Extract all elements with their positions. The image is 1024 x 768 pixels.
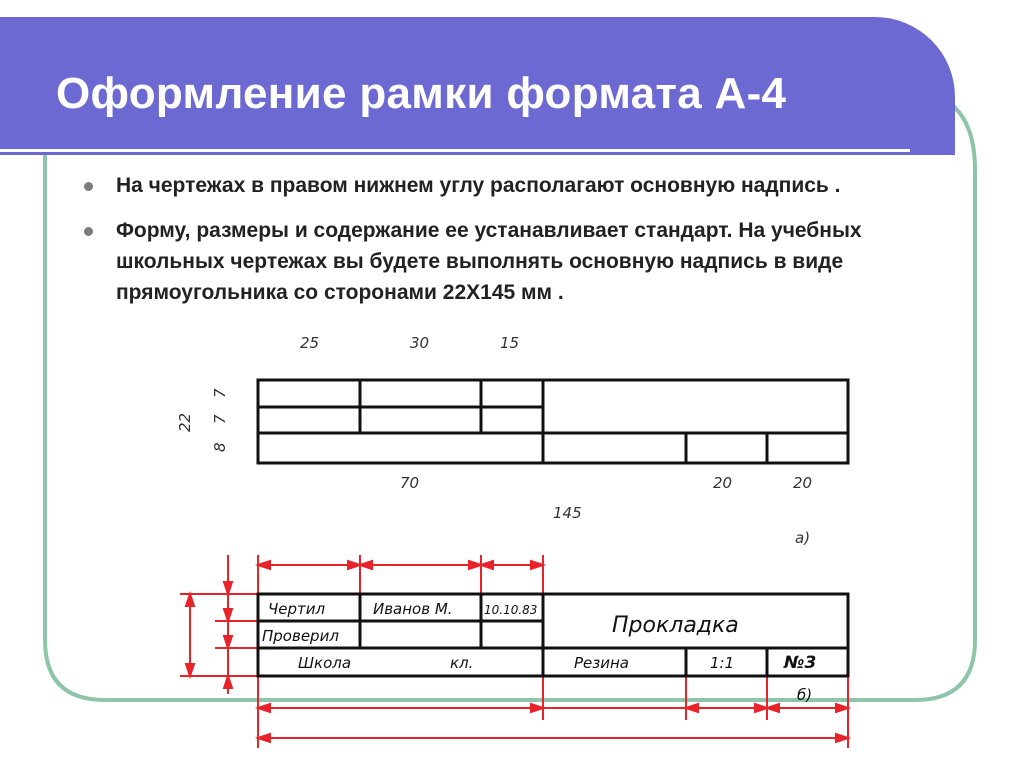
dim-label: 20 <box>713 474 733 492</box>
cell-checked: Проверил <box>262 627 339 645</box>
cell-name: Иванов М. <box>373 600 453 618</box>
bullet-text: На чертежах в правом нижнем углу располагают основную надпись . <box>116 174 841 197</box>
diagram-b <box>180 555 848 748</box>
cell-school: Школа <box>298 654 352 672</box>
cell-number: №3 <box>784 653 817 673</box>
cell-class: кл. <box>450 654 474 672</box>
diagram-a <box>176 334 848 547</box>
dim-label: 7 <box>211 388 229 398</box>
dim-label: 20 <box>793 474 813 492</box>
cell-drew: Чертил <box>268 600 326 618</box>
dim-label: 25 <box>300 334 320 352</box>
dim-label: 145 <box>553 504 582 522</box>
block-outline <box>258 380 848 463</box>
page-title: Оформление рамки формата А-4 <box>56 69 787 118</box>
dim-label: 30 <box>410 334 430 352</box>
dim-label: 7 <box>211 414 229 424</box>
dim-label: 15 <box>500 334 520 352</box>
dim-label: 8 <box>211 442 229 452</box>
cell-material: Резина <box>574 654 629 672</box>
dim-label: 70 <box>400 474 420 492</box>
dim-label: 22 <box>176 412 194 432</box>
diagram-label: б) <box>797 686 813 704</box>
bullet-text: Форму, размеры и содержание ее устанавливает стандарт. На учебных школьных чертежах вы будете выполнять основную надпись в виде прямоугольника со сторонами 22Х145 мм . <box>116 219 862 304</box>
cell-date: 10.10.83 <box>484 603 538 617</box>
diagram-label: а) <box>795 529 811 547</box>
cell-title: Прокладка <box>612 613 739 638</box>
cell-scale: 1:1 <box>710 654 735 672</box>
